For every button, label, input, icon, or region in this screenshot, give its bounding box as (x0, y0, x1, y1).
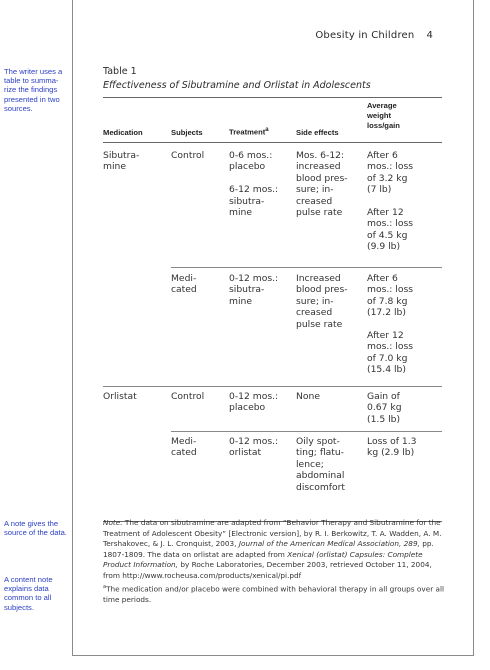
header-treatment-text: Treatment (229, 128, 266, 137)
cell-treatment: 0-6 mos.: placebo 6-12 mos.: sibutra- mine (229, 150, 279, 219)
cell-average: Loss of 1.3 kg (2.9 lb) (367, 436, 417, 459)
content-note-text: The medication and/or placebo were combined with behavioral therapy in all groups over all time periods. (103, 583, 445, 604)
cell-medication: Orlistat (103, 391, 137, 402)
cell-treatment: 0-12 mos.: sibutra- mine (229, 273, 279, 307)
header-treatment (229, 125, 269, 138)
annotation-note-source: A note gives the source of the data. (4, 519, 67, 538)
cell-subjects: Control (171, 150, 205, 161)
table-body (103, 143, 442, 521)
table-title: Effectiveness of Sibutramine and Orlistat in Adolescents (103, 80, 371, 91)
note-label: Note. (103, 518, 123, 527)
cell-subjects: Control (171, 391, 205, 402)
table-header-row (103, 98, 442, 143)
cell-side-effects: Mos. 6-12: increased blood pres- sure; in- creased pulse rate (296, 150, 348, 219)
note-text-part2: pp. 1807-1809. The data on orlistat are adapted from (103, 539, 434, 559)
cell-side-effects: Oily spot- ting; flatu- lence; abdominal discomfort (296, 436, 346, 493)
note-text-part1: The data on sibutramine are adapted from “Behavior Therapy and Sibutramine for the Treatment of Adolescent Obesity” [Electronic version], by R. I. Berkowitz, T. A. Wadden, A. M. Tershakovec, & J. L. Cronquist, 2003, (103, 518, 442, 549)
table-label: Table 1 (103, 66, 137, 77)
cell-side-effects: Increased blood pres- sure; in- creased pulse rate (296, 273, 348, 330)
cell-subjects: Medi- cated (171, 273, 197, 296)
results-table (103, 97, 442, 522)
cell-subjects: Medi- cated (171, 436, 197, 459)
header-treatment-sup: a (265, 127, 269, 134)
cell-medication: Sibutra- mine (103, 150, 140, 173)
content-note-sup: a (103, 583, 107, 590)
header-side-effects: Side effects (296, 128, 339, 137)
note-journal: Journal of the American Medical Association, 289, (238, 539, 420, 549)
note-product: Xenical (orlistat) Capsules: Complete Product Information, (103, 549, 423, 570)
row-divider (171, 431, 442, 432)
cell-average: After 6 mos.: loss of 7.8 kg (17.2 lb) After 12 mos.: loss of 7.0 kg (15.4 lb) (367, 273, 414, 376)
header-medication: Medication (103, 128, 143, 137)
cell-treatment: 0-12 mos.: orlistat (229, 436, 279, 459)
row-divider (171, 267, 442, 268)
header-subjects: Subjects (171, 128, 203, 137)
row-divider (103, 386, 442, 387)
cell-treatment: 0-12 mos.: placebo (229, 391, 279, 414)
paper-page (72, 0, 474, 656)
annotation-table-summary: The writer uses a table to summa- rize the findings presented in two sources. (4, 67, 63, 113)
running-head-title: Obesity in Children (315, 30, 415, 41)
cell-average: After 6 mos.: loss of 3.2 kg (7 lb) After 12 mos.: loss of 4.5 kg (9.9 lb) (367, 150, 414, 253)
cell-average: Gain of 0.67 kg (1.5 lb) (367, 391, 402, 425)
cell-side-effects: None (296, 391, 320, 402)
note-text-part3: by Roche Laboratories, December 2003, retrieved October 11, 2004, from http://www.rocheusa.com/products/xenical/pi.pdf (103, 560, 432, 580)
table-note (103, 518, 448, 605)
header-average: Average weight loss/gain (367, 101, 400, 130)
page-number: 4 (426, 30, 433, 41)
annotation-content-note: A content note explains data common to all subjects. (4, 575, 53, 612)
running-head (315, 30, 433, 41)
